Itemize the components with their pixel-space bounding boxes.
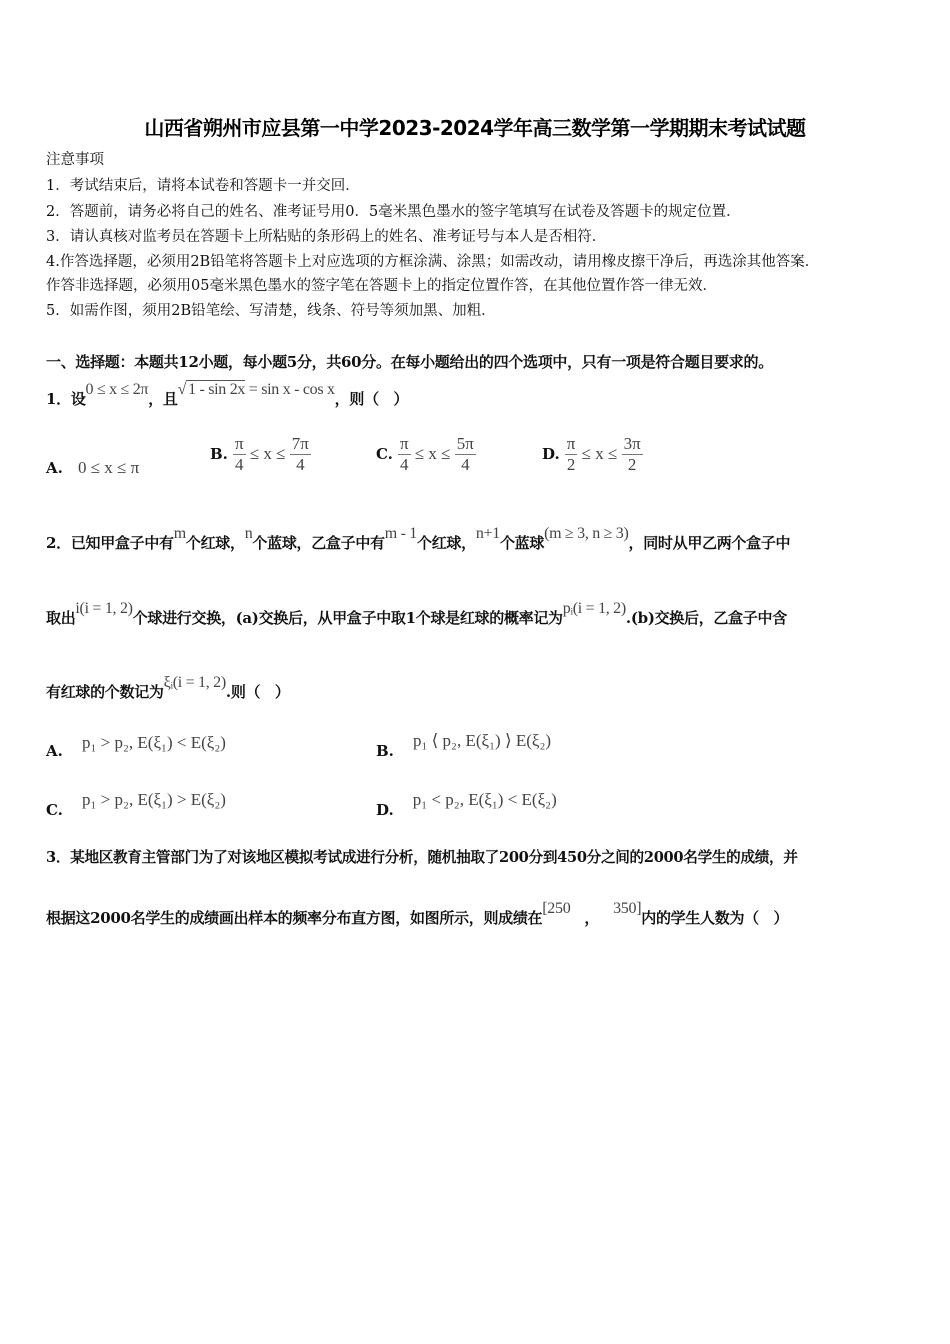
q1-equation: √ 1 - sin 2x = sin x - cos x	[177, 381, 335, 398]
question-1-stem	[46, 381, 409, 409]
q1-prefix: 1．设	[46, 390, 86, 408]
q2-option-c[interactable]	[46, 790, 226, 819]
option-label: D.	[542, 444, 560, 463]
q2-option-d[interactable]	[376, 790, 557, 819]
option-text: $\frac{\pi}{4}$ ≤ x ≤ $\frac{5\pi}{4}$	[400, 434, 474, 474]
option-label: C.	[46, 801, 63, 819]
question-3-line-2: 根据这2000名学生的成绩画出样本的频率分布直方图，如图所示，则成绩在[250，350]内的学生人数为（ ）	[46, 900, 789, 927]
q1-option-b[interactable]	[210, 434, 311, 475]
q1-suffix: ，则（ ）	[334, 390, 409, 408]
option-text: p₁ < p₂, E(ξ₁) < E(ξ₂)	[412, 790, 557, 809]
q1-option-a[interactable]	[46, 458, 139, 478]
notice-item: 2．答题前，请务必将自己的姓名、准考证号用0．5毫米黑色墨水的签字笔填写在试卷及答题卡的规定位置．	[46, 204, 741, 220]
option-label: A.	[46, 742, 63, 760]
option-label: C.	[376, 444, 393, 463]
q1-option-d[interactable]	[542, 434, 643, 475]
notice-item: 5．如需作图，须用2B铅笔绘、写清楚，线条、符号等须加黑、加粗．	[46, 303, 496, 319]
option-text: p₁ > p₂, E(ξ₁) < E(ξ₂)	[81, 733, 226, 752]
option-text: p₁ > p₂, E(ξ₁) > E(ξ₂)	[82, 790, 226, 809]
section-heading: 一、选择题：本题共12小题，每小题5分，共60分。在每小题给出的四个选项中，只有一项是符合题目要求的。	[46, 353, 773, 371]
notice-item: 1．考试结束后，请将本试卷和答题卡一并交回．	[46, 178, 360, 194]
page-title: 山西省朔州市应县第一中学2023-2024学年高三数学第一学期期末考试试题	[144, 116, 806, 140]
q2-option-a[interactable]	[46, 733, 226, 760]
option-text: p₁ ⟨ p₂, E(ξ₁) ⟩ E(ξ₂)	[413, 731, 552, 750]
question-3-line-1: 3．某地区教育主管部门为了对该地区模拟考试成进行分析，随机抽取了200分到450分之间的2000名学生的成绩，并	[46, 849, 798, 866]
question-2-line-3: 有红球的个数记为ξᵢ(i = 1, 2).则（ ）	[46, 674, 290, 701]
q1-equation-rhs: = sin x - cos x	[245, 381, 335, 398]
option-label: B.	[210, 444, 228, 463]
option-label: D.	[376, 801, 394, 819]
notice-item: 3．请认真核对监考员在答题卡上所粘贴的条形码上的姓名、准考证号与本人是否相符．	[46, 229, 607, 245]
question-2-line-1: 2．已知甲盒子中有m个红球，n个蓝球，乙盒子中有m - 1个红球，n+1个蓝球(m ≥ 3, n ≥ 3)，同时从甲乙两个盒子中	[46, 525, 791, 552]
option-text: 0 ≤ x ≤ π	[77, 458, 140, 477]
option-text: $\frac{\pi}{4}$ ≤ x ≤ $\frac{7\pi}{4}$	[235, 434, 309, 474]
q1-condition: 0 ≤ x ≤ 2π	[85, 381, 149, 398]
option-label: B.	[376, 742, 394, 760]
q1-option-c[interactable]	[376, 434, 476, 475]
notice-item: 作答非选择题，必须用05毫米黑色墨水的签字笔在答题卡上的指定位置作答，在其他位置作答一律无效．	[46, 278, 717, 294]
q1-sqrt-content: 1 - sin 2x	[188, 381, 246, 398]
q2-option-b[interactable]	[376, 731, 552, 760]
notice-heading: 注意事项	[46, 152, 104, 168]
option-label: A.	[46, 459, 63, 477]
question-2-line-2: 取出i(i = 1, 2)个球进行交换，(a)交换后，从甲盒子中取1个球是红球的概率记为pᵢ(i = 1, 2).(b)交换后，乙盒子中含	[46, 600, 787, 627]
option-text: $\frac{\pi}{2}$ ≤ x ≤ $\frac{3\pi}{2}$	[566, 434, 641, 474]
q1-mid: ，且	[148, 390, 178, 408]
notice-item: 4.作答选择题，必须用2B铅笔将答题卡上对应选项的方框涂满、涂黑；如需改动，请用橡皮擦干净后，再选涂其他答案．	[46, 254, 820, 270]
